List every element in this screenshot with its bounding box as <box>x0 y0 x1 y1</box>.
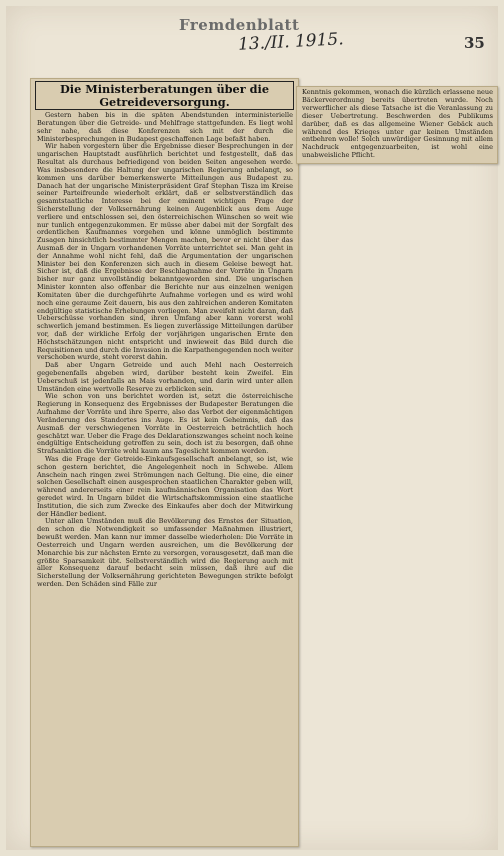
continuation-text: Kenntnis gekommen, wonach die kürzlich erlassene neue Bäckerverordnung bereits übertreten wurde. Noch verwerflicher als diese Tatsache ist die Veranlassung zu dieser Uebertretung. Beschwerden des Publikums darüber, daß es das allgemeine Wiener Gebäck auch während des Krieges unter gar keinen Umständen entbehren wolle! Solch unwürdiger Gesinnung mit allem Nachdruck entgegenzuarbeiten, ist wohl eine unabweisliche Pflicht. <box>302 88 493 160</box>
handwritten-date: 13./II. 1915. <box>237 29 345 55</box>
article-paragraph: Wir haben vorgestern über die Ergebnisse dieser Besprechungen in der ungarischen Hauptstadt ausführlich berichtet und festgestellt, daß das Resultat als durchaus befriedigend von beiden Seiten angesehen werde. Was insbesondere die Haltung der ungarischen Regierung anbelangt, so kommen uns darüber bemerkenswerte Mitteilungen aus Budapest zu. Danach hat der ungarische Ministerpräsident Graf Stephan Tisza im Kreise seiner Parteifreunde wiederholt erklärt, daß er selbstverständlich das gesamtstaatliche Interesse bei der eminent wichtigen Frage der Sicherstellung der Volksernährung keinen Augenblick aus dem Auge verliere und entschlossen sei, den österreichischen Wünschen so weit wie nur tunlich entgegenzukommen. Er müsse aber dabei mit der Sorgfalt des ordentlichen Kaufmannes vorgehen und könne unmöglich bestimmte Zusagen hinsichtlich bestimmter Mengen machen, bevor er nicht über das Ausmaß der in Ungarn vorhandenen Vorräte unterrichtet sei. Man geht in der Annahme wohl nicht fehl, daß die Argumentation der ungarischen Minister bei den Konferenzen sich auch in diesem Geleise bewegt hat. Sicher ist, daß die Ergebnisse der Beschlagnahme der Vorräte in Ungarn bisher nur ganz unvollständig bekanntgeworden sind. Die ungarischen Minister konnten also offenbar die Berichte nur aus einzelnen wenigen Komitaten über die durchgeführte Aufnahme vorlegen und es wird wohl noch eine geraume Zeit dauern, bis aus den zahlreichen anderen Komitaten endgültige statistische Erhebungen vorliegen. Man zweifelt nicht daran, daß Ueberschüsse vorhanden sind, ihren Umfang aber kann vorerst wohl schwerlich jemand bestimmen. Es liegen zuverlässige Mitteilungen darüber vor, daß der wirkliche Erfolg der vorjährigen ungarischen Ernte den Höchstschätzungen nicht entspricht und inwieweit das Bild durch die Requisitionen und durch die Invasion in die Karpathengegenden noch weiter verschoben wurde, steht vorerst dahin. <box>37 142 293 362</box>
article-headline: Die Ministerberatungen über die Getreideversorgung. <box>35 81 294 110</box>
newspaper-name: Fremdenblatt <box>179 16 300 34</box>
article-paragraph: Was die Frage der Getreide-Einkaufsgesellschaft anbelangt, so ist, wie schon gestern berichtet, die Angelegenheit noch in Schwebe. Allem Anschein nach ringen zwei Strömungen nach Geltung. Die eine, die einer solchen Gesellschaft einen ausgesprochen staatlichen Charakter geben will, während andererseits einer rein kaufmännischen Organisation das Wort geredet wird. In Ungarn bildet die Wirtschaftskommission eine staatliche Institution, die sich zum Zwecke des Einkaufes aber doch der Mitwirkung der Händler bedient. <box>37 454 293 518</box>
article-paragraph: Unter allen Umständen muß die Bevölkerung des Ernstes der Situation, den schon die Notwendigkeit so umfassender Maßnahmen illustriert, bewußt werden. Man kann nur immer dasselbe wiederholen: Die Vorräte in Oesterreich und Ungarn werden ausreichen, um die Bevölkerung der Monarchie bis zur nächsten Ernte zu versorgen, vorausgesetzt, daß man die größte Sparsamkeit übt. Selbstverständlich wird die Regierung auch mit aller Konsequenz darauf bedacht sein müssen, daß ihre auf die Sicherstellung der Volksernährung gerichteten Bewegungen strikte befolgt werden. Den Schäden sind Fälle zur <box>37 517 293 588</box>
article-paragraph: Daß aber Ungarn Getreide und auch Mehl nach Oesterreich gegebenenfalls abgeben wird, darüber besteht kein Zweifel. Ein Ueberschuß ist jedenfalls an Mais vorhanden, und darin wird unter allen Umständen eine wertvolle Reserve zu erblicken sein. <box>37 361 293 393</box>
continuation-clipping <box>296 86 498 164</box>
page-number: 35 <box>464 34 485 52</box>
article-clipping <box>30 78 299 847</box>
article-body <box>31 112 298 589</box>
article-paragraph: Wie schon von uns berichtet worden ist, setzt die österreichische Regierung in Konsequenz des Ergebnisses der Budapester Beratungen die Aufnahme der Vorräte und ihre Sperre, also das Verbot der eigenmächtigen Veränderung des Standortes ins Auge. Es ist kein Geheimnis, daß das Ausmaß der verschwiegenen Vorräte in Oesterreich beträchtlich hoch geschätzt war. Ueber die Frage des Deklarationszwanges scheint noch keine endgültige Entscheidung getroffen zu sein, doch ist zu besorgen, daß ohne Strafsanktion die Vorräte wohl kaum ans Tageslicht kommen werden. <box>37 392 293 456</box>
article-paragraph: Gestern haben bis in die späten Abendstunden interministerielle Beratungen über die Getreide- und Mehlfrage stattgefunden. Es liegt wohl sehr nahe, daß diese Konferenzen sich mit der durch die Ministerbesprechungen in Budapest geschaffenen Lage befaßt haben. <box>37 111 293 143</box>
